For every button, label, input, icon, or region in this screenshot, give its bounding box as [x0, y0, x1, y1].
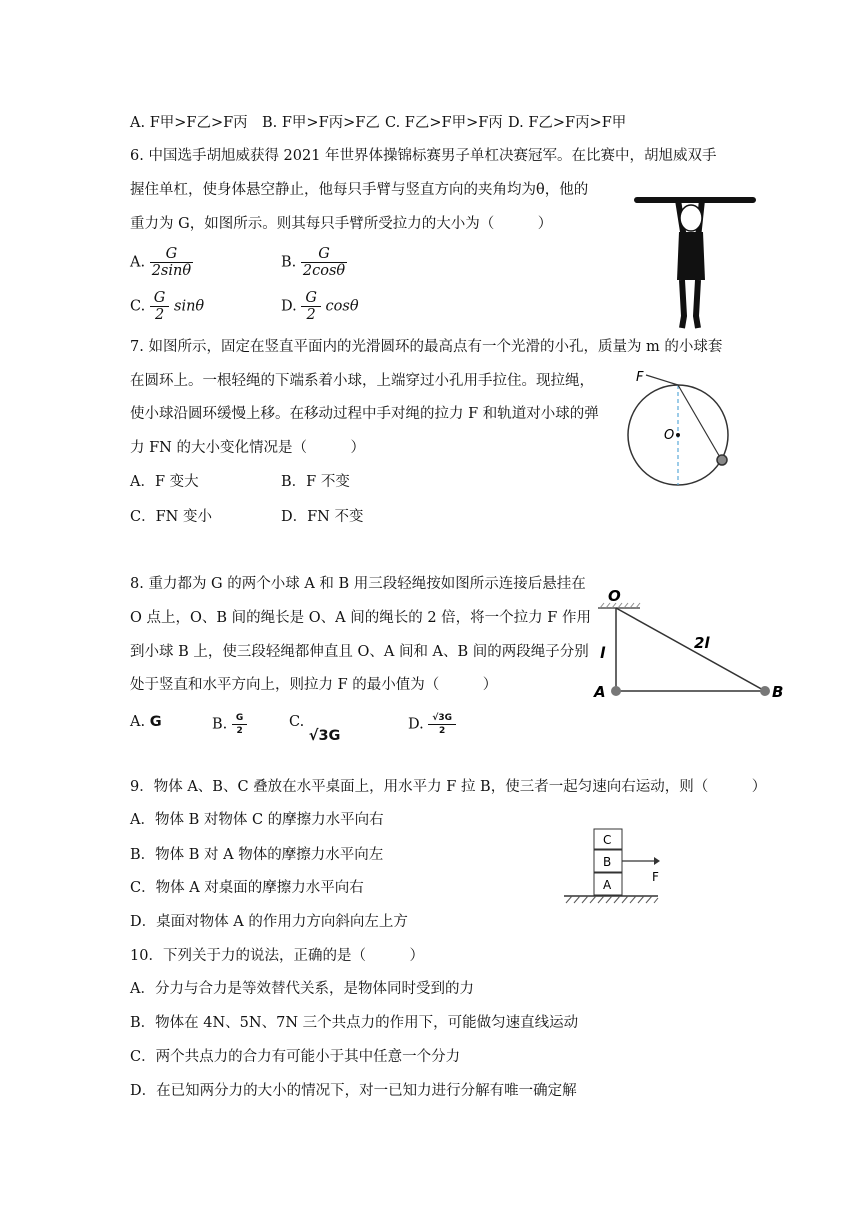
rope-ob: [616, 608, 765, 691]
q10-option-c: C．两个共点力的合力有可能小于其中任意一个分力: [130, 1049, 461, 1065]
ball-b: [760, 686, 770, 696]
center-point: [676, 433, 680, 437]
block-c-label: C: [603, 833, 612, 847]
q9-option-c: C．物体 A 对桌面的摩擦力水平向右: [130, 880, 364, 896]
rope: [646, 375, 678, 385]
q7-option-c: C．FN 变小: [130, 509, 212, 525]
q7-stem-line-1: 7. 如图所示，固定在竖直平面内的光滑圆环的最高点有一个光滑的小孔，质量为 m 的小球套: [130, 339, 723, 355]
force-f-label: F: [636, 370, 644, 385]
q6-option-b: B. $\frac{G}{2\cos\theta}$: [281, 246, 346, 279]
small-ball: [717, 455, 727, 465]
q8-rope-figure: [590, 586, 790, 706]
q6-option-d: D. $\frac{G}{2}$ cosθ: [281, 290, 359, 323]
force-arrowhead: [654, 857, 660, 865]
ball-a: [611, 686, 621, 696]
q8-option-c: C. √3G: [289, 714, 341, 744]
q7-option-d: D．FN 不变: [281, 509, 364, 525]
q6-gymnast-figure: [630, 188, 760, 333]
q10-option-b: B．物体在 4N、5N、7N 三个共点力的作用下，可能做匀速直线运动: [130, 1015, 579, 1031]
torso: [677, 232, 705, 280]
q7-stem-line-4: 力 FN 的大小变化情况是（ ）: [130, 440, 365, 456]
q6-stem-line-3: 重力为 G，如图所示。则其每只手臂所受拉力的大小为（ ）: [130, 216, 553, 232]
high-bar: [634, 197, 756, 203]
q9-stem: 9．物体 A、B、C 叠放在水平桌面上，用水平力 F 拉 B，使三者一起匀速向右运动，则（ ）: [130, 779, 767, 795]
q6-stem-line-1: 6. 中国选手胡旭威获得 2021 年世界体操锦标赛男子单杠决赛冠军。在比赛中，胡旭威双手: [130, 148, 717, 164]
q8-stem-line-3: 到小球 B 上，使三段轻绳都伸直且 O、A 间和 A、B 间的两段绳子分别: [130, 644, 589, 660]
q6-option-a: A. $\frac{G}{2\sin\theta}$: [130, 246, 192, 279]
head: [680, 205, 702, 231]
q8-stem-line-1: 8. 重力都为 G 的两个小球 A 和 B 用三段轻绳按如图所示连接后悬挂在: [130, 576, 586, 592]
q7-option-a: A．F 变大: [130, 474, 199, 490]
q9-option-b: B．物体 B 对 A 物体的摩擦力水平向左: [130, 847, 384, 863]
left-leg: [682, 280, 684, 328]
q5-option-d: D. F乙>F丙>F甲: [508, 115, 627, 131]
ball-b-label: B: [772, 683, 784, 701]
q10-stem: 10．下列关于力的说法，正确的是（ ）: [130, 948, 424, 964]
q10-option-d: D．在已知两分力的大小的情况下，对一已知力进行分解有唯一确定解: [130, 1083, 577, 1099]
length-2l-label: 2l: [694, 634, 710, 652]
q8-option-d: D. $\frac{√3G}{2}$: [408, 712, 456, 737]
point-o-label: O: [608, 587, 621, 605]
center-o-label: O: [664, 428, 675, 443]
q7-stem-line-3: 使小球沿圆环缓慢上移。在移动过程中手对绳的拉力 F 和轨道对小球的弹: [130, 406, 599, 422]
q8-option-b: B. $\frac{G}{2}$: [212, 712, 247, 737]
q7-stem-line-2: 在圆环上。一根轻绳的下端系着小球，上端穿过小孔用手拉住。现拉绳，: [130, 373, 594, 389]
force-f-label: F: [652, 870, 659, 884]
q8-option-a: A. G: [130, 714, 162, 730]
q7-option-b: B．F 不变: [281, 474, 350, 490]
block-b-label: B: [603, 855, 612, 869]
q9-option-d: D．桌面对物体 A 的作用力方向斜向左上方: [130, 914, 408, 930]
q10-option-a: A．分力与合力是等效替代关系，是物体同时受到的力: [130, 981, 474, 997]
block-a-label: A: [603, 878, 612, 892]
q9-blocks-figure: [560, 825, 670, 910]
ball-a-label: A: [594, 683, 606, 701]
q8-stem-line-4: 处于竖直和水平方向上，则拉力 F 的最小值为（ ）: [130, 677, 498, 693]
q6-option-c: C. $\frac{G}{2}$ sinθ: [130, 290, 205, 323]
length-l-label: l: [600, 644, 606, 662]
q5-option-a: A. F甲>F乙>F丙: [130, 115, 248, 131]
q7-ring-figure: [620, 365, 760, 490]
q9-option-a: A．物体 B 对物体 C 的摩擦力水平向右: [130, 812, 384, 828]
q5-option-b: B. F甲>F丙>F乙: [262, 115, 380, 131]
q6-stem-line-2: 握住单杠，使身体悬空静止，他每只手臂与竖直方向的夹角均为θ，他的: [130, 182, 589, 198]
q8-stem-line-2: O 点上，O、B 间的绳长是 O、A 间的绳长的 2 倍，将一个拉力 F 作用: [130, 610, 591, 626]
q5-option-c: C. F乙>F甲>F丙: [385, 115, 503, 131]
right-leg: [696, 280, 698, 328]
rope-inner: [678, 385, 721, 459]
